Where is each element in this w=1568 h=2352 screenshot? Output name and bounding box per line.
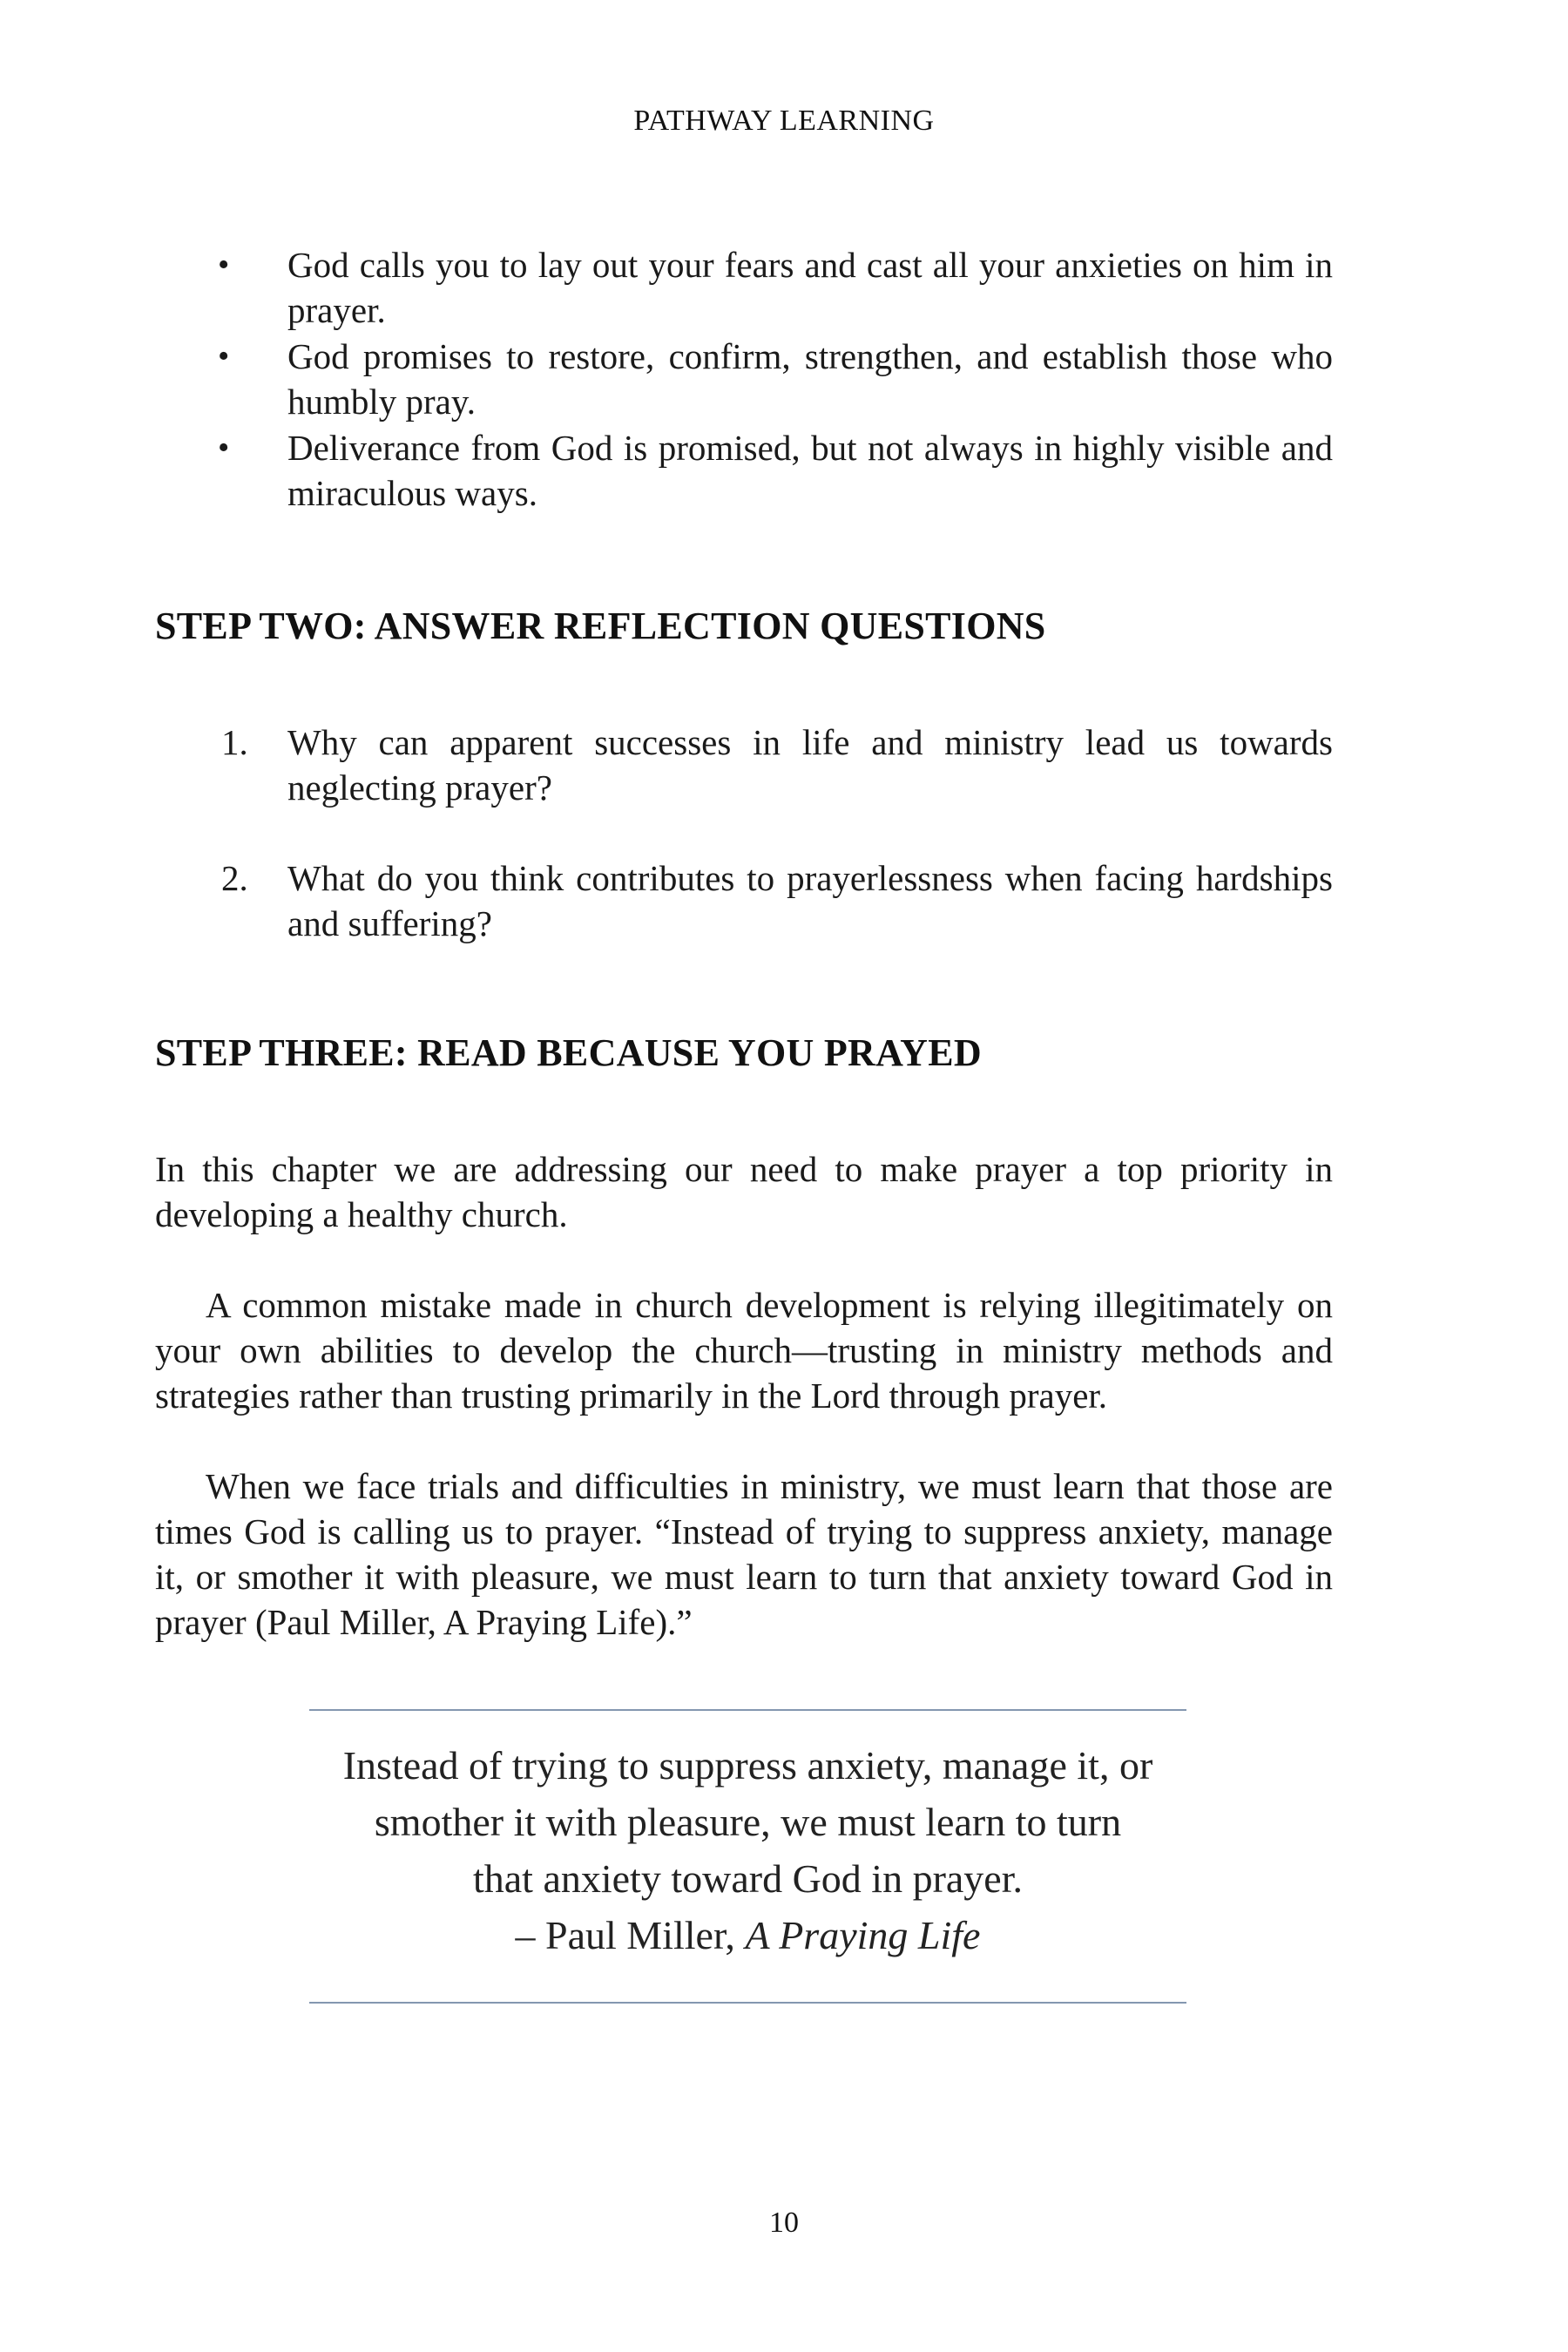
attribution-book-title: A Praying Life [745,1913,981,1957]
pull-quote [309,1709,1186,2004]
question-text: What do you think contributes to prayerlessness when facing hardships and suffering? [287,858,1333,943]
page-number: 10 [769,2207,799,2239]
question-number: 2. [221,858,248,898]
quote-attribution [309,1907,1186,1963]
running-header: PATHWAY LEARNING [633,105,935,137]
body-paragraph: When we face trials and difficulties in ministry, we must learn that those are times God is calling us to prayer. “Instead of trying to suppress anxiety, manage it, or smother it with pleasure, we must learn to turn that anxiety toward God in prayer (Paul Miller, A Praying Life).” [155,1466,1333,1642]
quote-line: smother it with pleasure, we must learn to turn [374,1800,1122,1844]
body-paragraph: In this chapter we are addressing our need to make prayer a top priority in developing a healthy church. [155,1149,1333,1234]
list-item [155,425,1333,516]
quote-bottom-rule [309,2002,1186,2004]
question-number: 1. [221,722,248,762]
body-paragraph: A common mistake made in church development is relying illegitimately on your own abilities to develop the church—trusting in ministry methods and strategies rather than trusting primarily in the Lord through prayer. [155,1285,1333,1416]
bullet-text: God promises to restore, confirm, strengthen, and establish those who humbly pray. [287,336,1333,422]
quote-line: Instead of trying to suppress anxiety, manage it, or [342,1743,1153,1788]
question-item [155,720,1333,810]
quote-text [309,1711,1186,2002]
bullet-icon: • [218,247,230,283]
reflection-questions [155,720,1333,991]
bullet-icon: • [218,338,230,375]
quote-line: that anxiety toward God in prayer. [472,1856,1024,1901]
question-item [155,855,1333,946]
bullet-text: Deliverance from God is promised, but not always in highly visible and miraculous ways. [287,428,1333,513]
question-text: Why can apparent successes in life and ministry lead us towards neglecting prayer? [287,722,1333,808]
bullet-list [155,242,1333,517]
step-three-heading: STEP THREE: READ BECAUSE YOU PRAYED [155,1031,982,1074]
list-item [155,334,1333,424]
step-two-heading: STEP TWO: ANSWER REFLECTION QUESTIONS [155,605,1046,647]
attribution-author: – Paul Miller, [515,1913,746,1957]
bullet-text: God calls you to lay out your fears and cast all your anxieties on him in prayer. [287,245,1333,330]
bullet-icon: • [218,429,230,466]
list-item [155,242,1333,333]
chapter-body [155,1146,1333,1690]
